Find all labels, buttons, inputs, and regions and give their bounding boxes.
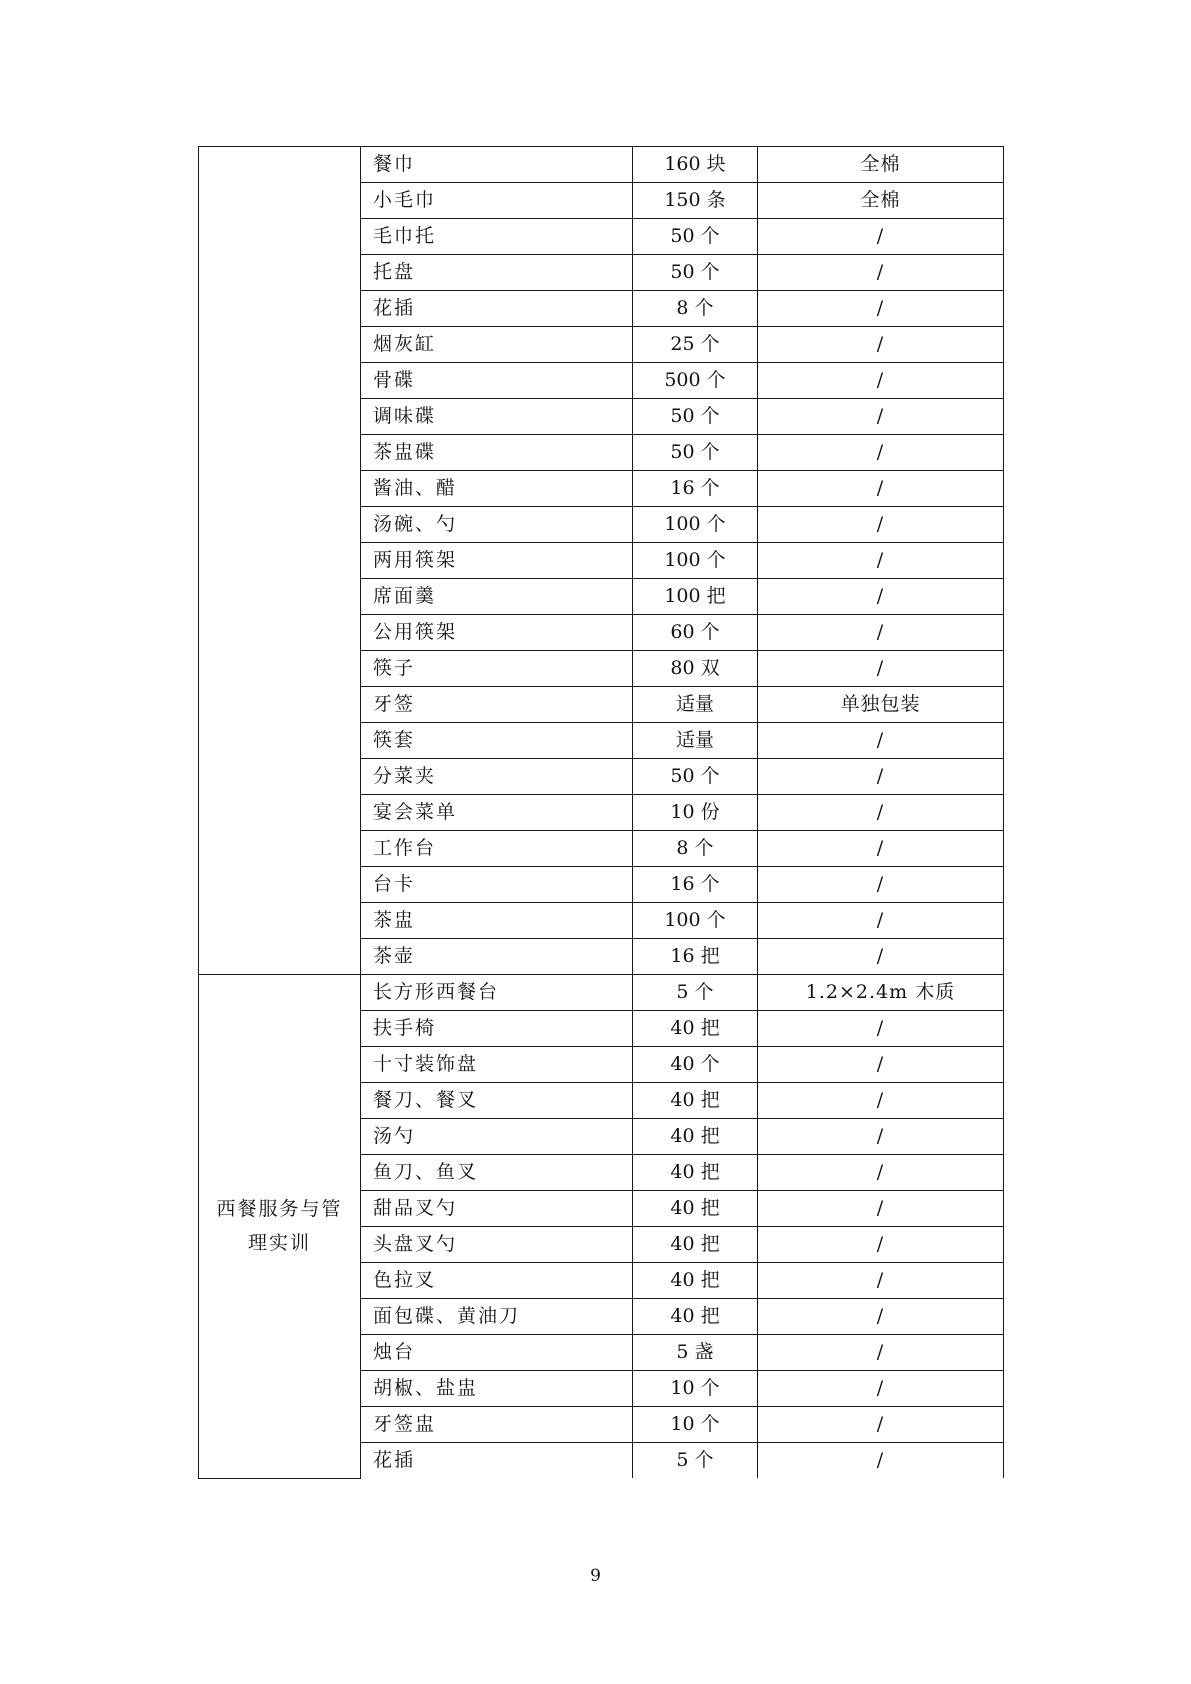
note-cell: / (758, 363, 1004, 399)
item-name-cell: 餐刀、餐叉 (361, 1083, 633, 1119)
quantity-cell: 40 把 (633, 1299, 758, 1335)
quantity-cell: 5 盏 (633, 1335, 758, 1371)
quantity-cell: 100 把 (633, 579, 758, 615)
item-name-cell: 头盘叉勺 (361, 1227, 633, 1263)
quantity-cell: 80 双 (633, 651, 758, 687)
quantity-cell: 适量 (633, 687, 758, 723)
quantity-cell: 40 个 (633, 1047, 758, 1083)
item-name-cell: 席面羹 (361, 579, 633, 615)
category-cell (199, 147, 361, 975)
quantity-cell: 40 把 (633, 1083, 758, 1119)
quantity-cell: 5 个 (633, 975, 758, 1011)
item-name-cell: 调味碟 (361, 399, 633, 435)
note-cell: / (758, 1299, 1004, 1335)
item-name-cell: 托盘 (361, 255, 633, 291)
quantity-cell: 50 个 (633, 399, 758, 435)
item-name-cell: 长方形西餐台 (361, 975, 633, 1011)
note-cell: / (758, 399, 1004, 435)
item-name-cell: 筷子 (361, 651, 633, 687)
quantity-cell: 8 个 (633, 291, 758, 327)
note-cell: / (758, 1011, 1004, 1047)
quantity-cell: 10 个 (633, 1407, 758, 1443)
quantity-cell: 50 个 (633, 219, 758, 255)
equipment-table-body (199, 147, 1004, 1479)
item-name-cell: 酱油、醋 (361, 471, 633, 507)
note-cell: / (758, 1119, 1004, 1155)
note-cell: / (758, 1263, 1004, 1299)
quantity-cell: 10 个 (633, 1371, 758, 1407)
quantity-cell: 25 个 (633, 327, 758, 363)
item-name-cell: 茶壶 (361, 939, 633, 975)
quantity-cell: 100 个 (633, 903, 758, 939)
quantity-cell: 40 把 (633, 1119, 758, 1155)
note-cell: / (758, 1371, 1004, 1407)
note-cell: / (758, 471, 1004, 507)
quantity-cell: 40 把 (633, 1155, 758, 1191)
note-cell: 全棉 (758, 183, 1004, 219)
item-name-cell: 扶手椅 (361, 1011, 633, 1047)
item-name-cell: 台卡 (361, 867, 633, 903)
equipment-table (198, 146, 1004, 1479)
quantity-cell: 16 把 (633, 939, 758, 975)
note-cell: / (758, 327, 1004, 363)
quantity-cell: 适量 (633, 723, 758, 759)
note-cell: / (758, 651, 1004, 687)
note-cell: / (758, 795, 1004, 831)
quantity-cell: 16 个 (633, 471, 758, 507)
note-cell: 单独包装 (758, 687, 1004, 723)
page-number: 9 (590, 1566, 601, 1586)
item-name-cell: 餐巾 (361, 147, 633, 183)
note-cell: / (758, 1047, 1004, 1083)
note-cell: / (758, 867, 1004, 903)
quantity-cell: 500 个 (633, 363, 758, 399)
note-cell: / (758, 435, 1004, 471)
note-cell: / (758, 831, 1004, 867)
item-name-cell: 小毛巾 (361, 183, 633, 219)
note-cell: / (758, 291, 1004, 327)
note-cell: / (758, 615, 1004, 651)
quantity-cell: 40 把 (633, 1191, 758, 1227)
quantity-cell: 160 块 (633, 147, 758, 183)
quantity-cell: 100 个 (633, 507, 758, 543)
item-name-cell: 花插 (361, 1443, 633, 1479)
note-cell: 全棉 (758, 147, 1004, 183)
quantity-cell: 8 个 (633, 831, 758, 867)
note-cell: / (758, 1155, 1004, 1191)
note-cell: / (758, 255, 1004, 291)
quantity-cell: 50 个 (633, 435, 758, 471)
note-cell: / (758, 939, 1004, 975)
category-cell (199, 975, 361, 1479)
item-name-cell: 牙签 (361, 687, 633, 723)
item-name-cell: 茶盅 (361, 903, 633, 939)
quantity-cell: 5 个 (633, 1443, 758, 1479)
quantity-cell: 150 条 (633, 183, 758, 219)
quantity-cell: 50 个 (633, 759, 758, 795)
item-name-cell: 骨碟 (361, 363, 633, 399)
note-cell: / (758, 507, 1004, 543)
item-name-cell: 甜品叉勺 (361, 1191, 633, 1227)
quantity-cell: 40 把 (633, 1227, 758, 1263)
item-name-cell: 工作台 (361, 831, 633, 867)
item-name-cell: 色拉叉 (361, 1263, 633, 1299)
item-name-cell: 面包碟、黄油刀 (361, 1299, 633, 1335)
note-cell: / (758, 1191, 1004, 1227)
note-cell: 1.2×2.4m 木质 (758, 975, 1004, 1011)
table-row (199, 147, 1004, 183)
note-cell: / (758, 759, 1004, 795)
note-cell: / (758, 1083, 1004, 1119)
note-cell: / (758, 1443, 1004, 1479)
note-cell: / (758, 903, 1004, 939)
note-cell: / (758, 723, 1004, 759)
note-cell: / (758, 1407, 1004, 1443)
item-name-cell: 烟灰缸 (361, 327, 633, 363)
note-cell: / (758, 1335, 1004, 1371)
item-name-cell: 茶盅碟 (361, 435, 633, 471)
note-cell: / (758, 543, 1004, 579)
category-label: 西餐服务与管理实训 (216, 1198, 343, 1255)
table-row (199, 975, 1004, 1011)
item-name-cell: 公用筷架 (361, 615, 633, 651)
quantity-cell: 40 把 (633, 1011, 758, 1047)
note-cell: / (758, 219, 1004, 255)
item-name-cell: 烛台 (361, 1335, 633, 1371)
item-name-cell: 筷套 (361, 723, 633, 759)
quantity-cell: 10 份 (633, 795, 758, 831)
quantity-cell: 60 个 (633, 615, 758, 651)
item-name-cell: 胡椒、盐盅 (361, 1371, 633, 1407)
quantity-cell: 16 个 (633, 867, 758, 903)
note-cell: / (758, 579, 1004, 615)
item-name-cell: 汤碗、勺 (361, 507, 633, 543)
item-name-cell: 分菜夹 (361, 759, 633, 795)
item-name-cell: 十寸装饰盘 (361, 1047, 633, 1083)
note-cell: / (758, 1227, 1004, 1263)
quantity-cell: 40 把 (633, 1263, 758, 1299)
item-name-cell: 牙签盅 (361, 1407, 633, 1443)
item-name-cell: 汤勺 (361, 1119, 633, 1155)
item-name-cell: 毛巾托 (361, 219, 633, 255)
quantity-cell: 50 个 (633, 255, 758, 291)
item-name-cell: 鱼刀、鱼叉 (361, 1155, 633, 1191)
item-name-cell: 两用筷架 (361, 543, 633, 579)
item-name-cell: 花插 (361, 291, 633, 327)
item-name-cell: 宴会菜单 (361, 795, 633, 831)
quantity-cell: 100 个 (633, 543, 758, 579)
